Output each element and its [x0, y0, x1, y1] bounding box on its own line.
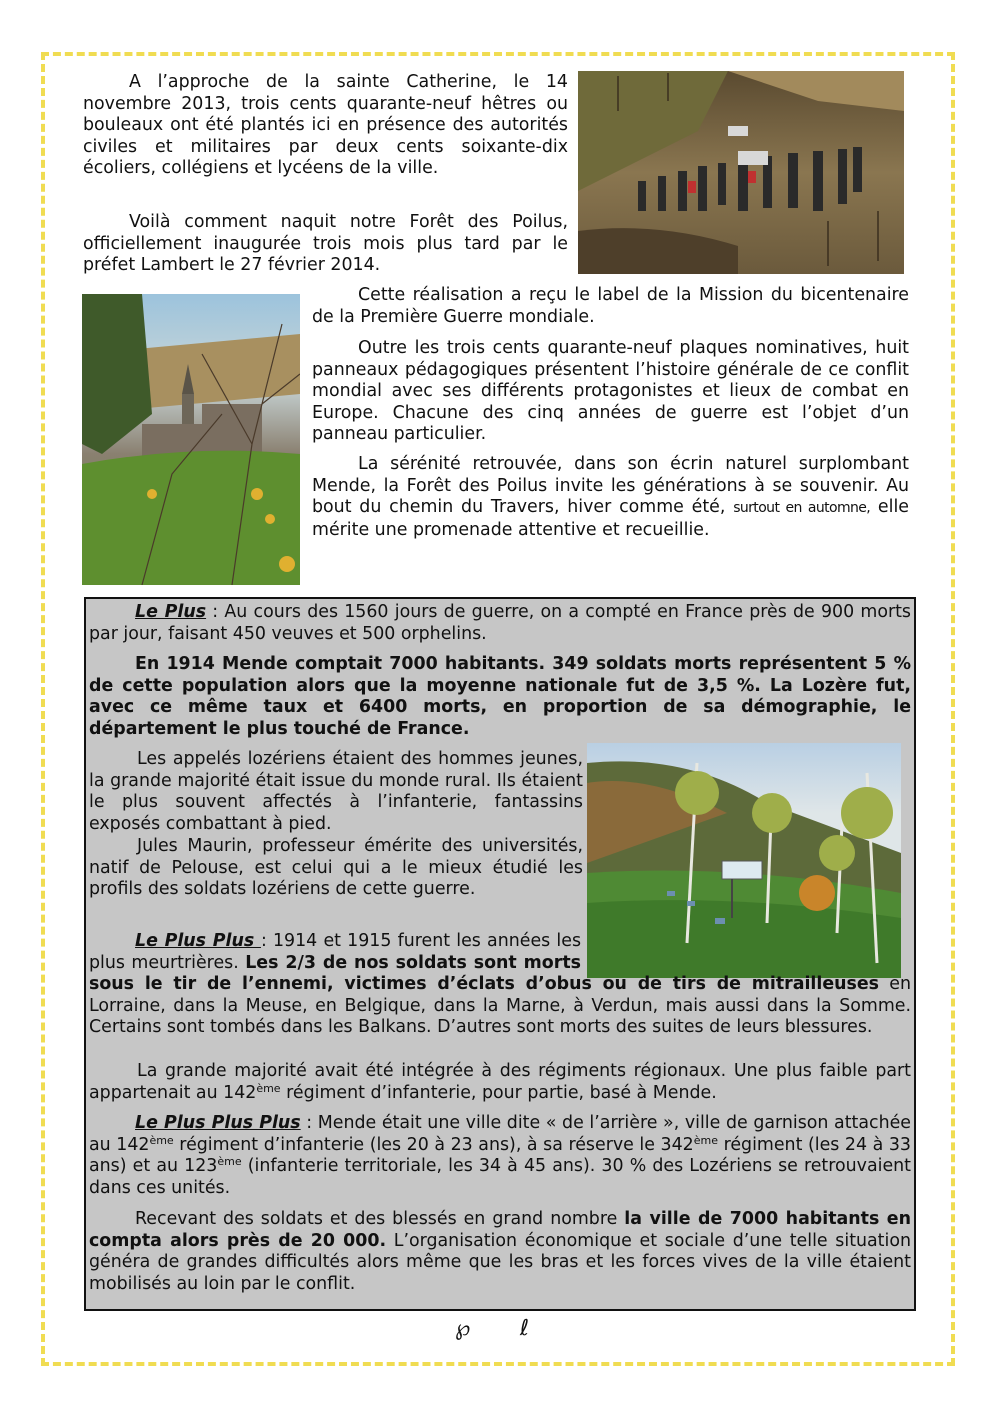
serenity-end: elle mérite une promenade attentive et recueillie. [312, 497, 909, 540]
foundation-paragraph: Voilà comment naquit notre Forêt des Poilus, officiellement inaugurée trois mois plus tard par le préfet Lambert le 27 février 2014. [83, 212, 568, 276]
plus2-rest: en Lorraine, dans la Meuse, en Belgique, dans la Marne, à Verdun, mais aussi dans la Somme. Certains sont tombés dans les Balkans. D’autres sont morts des suites de leurs blessures. [89, 974, 911, 1038]
plaques-paragraph: Outre les trois cents quarante-neuf plaques nominatives, huit panneaux pédagogiques présentent l’histoire générale de ce conflit mondial avec ses différents protagonistes et lieux de combat en Europe. Chacune des cinq années de guerre est l’objet d’un panneau particulier. [312, 338, 909, 445]
serenity-text: La sérénité retrouvée, dans son écrin naturel surplombant Mende, la Forêt des Poilus invite les générations à se souvenir. Au bout du chemin du Travers, hiver comme été, [312, 454, 909, 518]
label-paragraph: Cette réalisation a reçu le label de la Mission du bicentenaire de la Première Guerre mondiale. [312, 285, 909, 327]
receiving-paragraph [89, 1209, 911, 1295]
regiments-sup: ème [256, 1081, 281, 1095]
plus3-text-c: régiment (les 24 à 33 ans) et au 123 [89, 1134, 911, 1177]
plus1-text: : Au cours des 1560 jours de guerre, on a compté en France près de 900 morts par jour, faisant 450 veuves et 500 orphelins. [89, 602, 911, 644]
plus3-sup-3: ème [217, 1155, 242, 1169]
ornament-right-icon: ℓ [520, 1316, 530, 1341]
plus3-text-a: : Mende était une ville dite « de l’arrière », ville de garnison attachée au 142 [89, 1113, 911, 1155]
plus3-text-b: régiment d’infanterie (les 20 à 23 ans), à sa réserve le 342 [173, 1134, 694, 1155]
plus3-sup-2: ème [693, 1133, 718, 1147]
mende-view-photo [82, 294, 300, 585]
plus2-bold: Les 2/3 de nos soldats sont morts sous le tir de l’ennemi, victimes d’éclats d’obus ou de tirs de mitrailleuses [89, 952, 880, 995]
ornament-left-icon: ℘ [455, 1316, 471, 1341]
receiving-bold: la ville de 7000 habitants en compta alors près de 20 000. [89, 1209, 911, 1251]
intro-paragraph: A l’approche de la sainte Catherine, le 14 novembre 2013, trois cents quarante-neuf hêtres ou bouleaux ont été plantés ici en présence des autorités civiles et militaires par deux cents soixante-dix écoliers, collégiens et lycéens de la ville. [83, 72, 568, 179]
regiments-text-a: La grande majorité avait été intégrée à des régiments régionaux. Une plus faible part appartenait au 142 [89, 1061, 911, 1103]
plus3-paragraph [89, 1113, 911, 1199]
plus3-text-d: (infanterie territoriale, les 34 à 45 ans). 30 % des Lozériens se retrouvaient dans ces unités. [89, 1156, 912, 1198]
photo-wrap-spacer [581, 931, 911, 974]
mende-statistics-paragraph: En 1914 Mende comptait 7000 habitants. 349 soldats morts représentent 5 % de cette population alors que la moyenne nationale fut de 3,5 %. La Lozère fut, avec ce même taux et 6400 morts, en proportion de sa démographie, le département le plus touché de France. [89, 654, 911, 739]
conscripts-paragraph: Les appelés lozériens étaient des hommes jeunes, la grande majorité était issue du monde rural. Ils étaient le plus souvent affectés à l’infanterie, fantassins exposés combattant à pied. [89, 749, 583, 834]
serenity-paragraph [312, 454, 909, 541]
tree-planting-photo [578, 71, 904, 274]
regiments-text-b: régiment d’infanterie, pour partie, basé à Mende. [280, 1082, 717, 1103]
plus3-sup-1: ème [149, 1133, 174, 1147]
plus2-heading: Le Plus Plus [135, 931, 261, 951]
plus1-heading: Le Plus [135, 602, 207, 622]
maurin-paragraph: Jules Maurin, professeur émérite des universités, natif de Pelouse, est celui qui a le mieux étudié les profils des soldats lozériens de cette guerre. [89, 836, 583, 900]
receiving-text-a: Recevant des soldats et des blessés en grand nombre [135, 1209, 625, 1229]
plus1-paragraph [89, 602, 911, 645]
plus3-heading: Le Plus Plus Plus [135, 1113, 301, 1133]
serenity-handwritten: surtout en automne, [733, 500, 871, 517]
receiving-text-b: L’organisation économique et sociale d’une telle situation généra de grandes difficultés alors même que les bras et les forces vives de la ville étaient mobilisés au loin par le conflit. [89, 1230, 911, 1294]
plus2-paragraph [89, 931, 911, 1039]
regiments-paragraph [89, 1061, 911, 1104]
plus2-text: : 1914 et 1915 furent les années les plus meurtrières. [89, 931, 582, 973]
